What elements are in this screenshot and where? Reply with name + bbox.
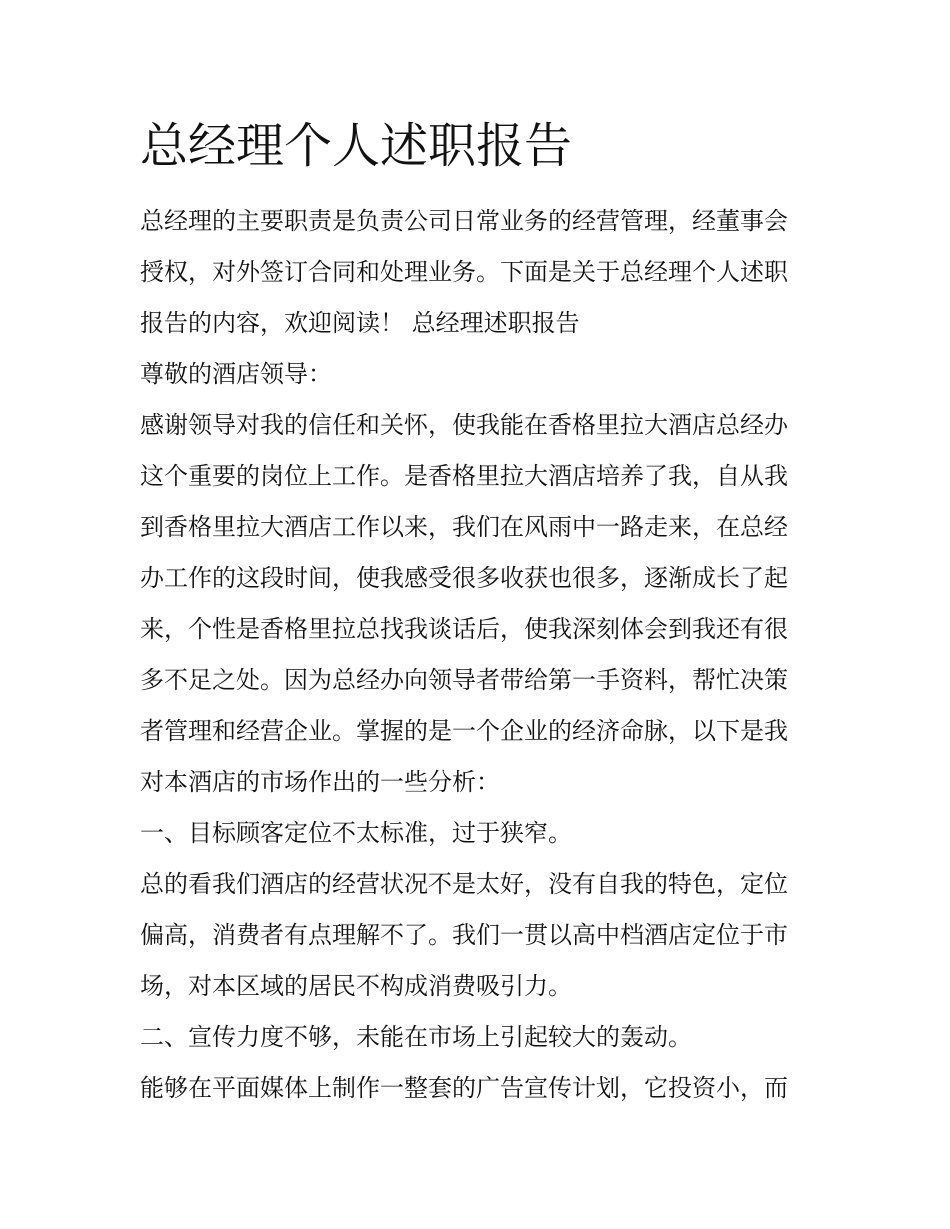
section-heading-1: 一、目标顾客定位不太标准，过于狭窄。 [140, 819, 572, 847]
text-line: 感谢领导对我的信任和关怀，使我能在香格里拉大酒店总经办 [140, 411, 788, 439]
text-line: 来，个性是香格里拉总找我谈话后，使我深刻体会到我还有很 [140, 615, 788, 643]
text-line: 者管理和经营企业。掌握的是一个企业的经济命脉，以下是我 [140, 717, 788, 745]
section-heading-2: 二、宣传力度不够，未能在市场上引起较大的轰动。 [140, 1023, 692, 1051]
text-line: 多不足之处。因为总经办向领导者带给第一手资料，帮忙决策 [140, 666, 788, 694]
text-line: 场，对本区域的居民不构成消费吸引力。 [140, 972, 572, 1000]
salutation-line: 尊敬的酒店领导： [140, 360, 332, 388]
document-body [140, 196, 820, 1114]
text-line: 这个重要的岗位上工作。是香格里拉大酒店培养了我，自从我 [140, 462, 788, 490]
document-title: 总经理个人述职报告 [140, 118, 573, 174]
text-line: 办工作的这段时间，使我感受很多收获也很多，逐渐成长了起 [140, 564, 788, 592]
text-line: 能够在平面媒体上制作一整套的广告宣传计划，它投资小，而 [140, 1074, 788, 1102]
text-line: 报告的内容，欢迎阅读！ 总经理述职报告 [140, 309, 580, 337]
text-line: 到香格里拉大酒店工作以来，我们在风雨中一路走来，在总经 [140, 513, 788, 541]
text-line: 授权，对外签订合同和处理业务。下面是关于总经理个人述职 [140, 258, 788, 286]
text-line: 总经理的主要职责是负责公司日常业务的经营管理，经董事会 [140, 207, 788, 235]
text-line: 总的看我们酒店的经营状况不是太好，没有自我的特色，定位 [140, 870, 788, 898]
text-line: 对本酒店的市场作出的一些分析： [140, 768, 500, 796]
text-line: 偏高，消费者有点理解不了。我们一贯以高中档酒店定位于市 [140, 921, 788, 949]
